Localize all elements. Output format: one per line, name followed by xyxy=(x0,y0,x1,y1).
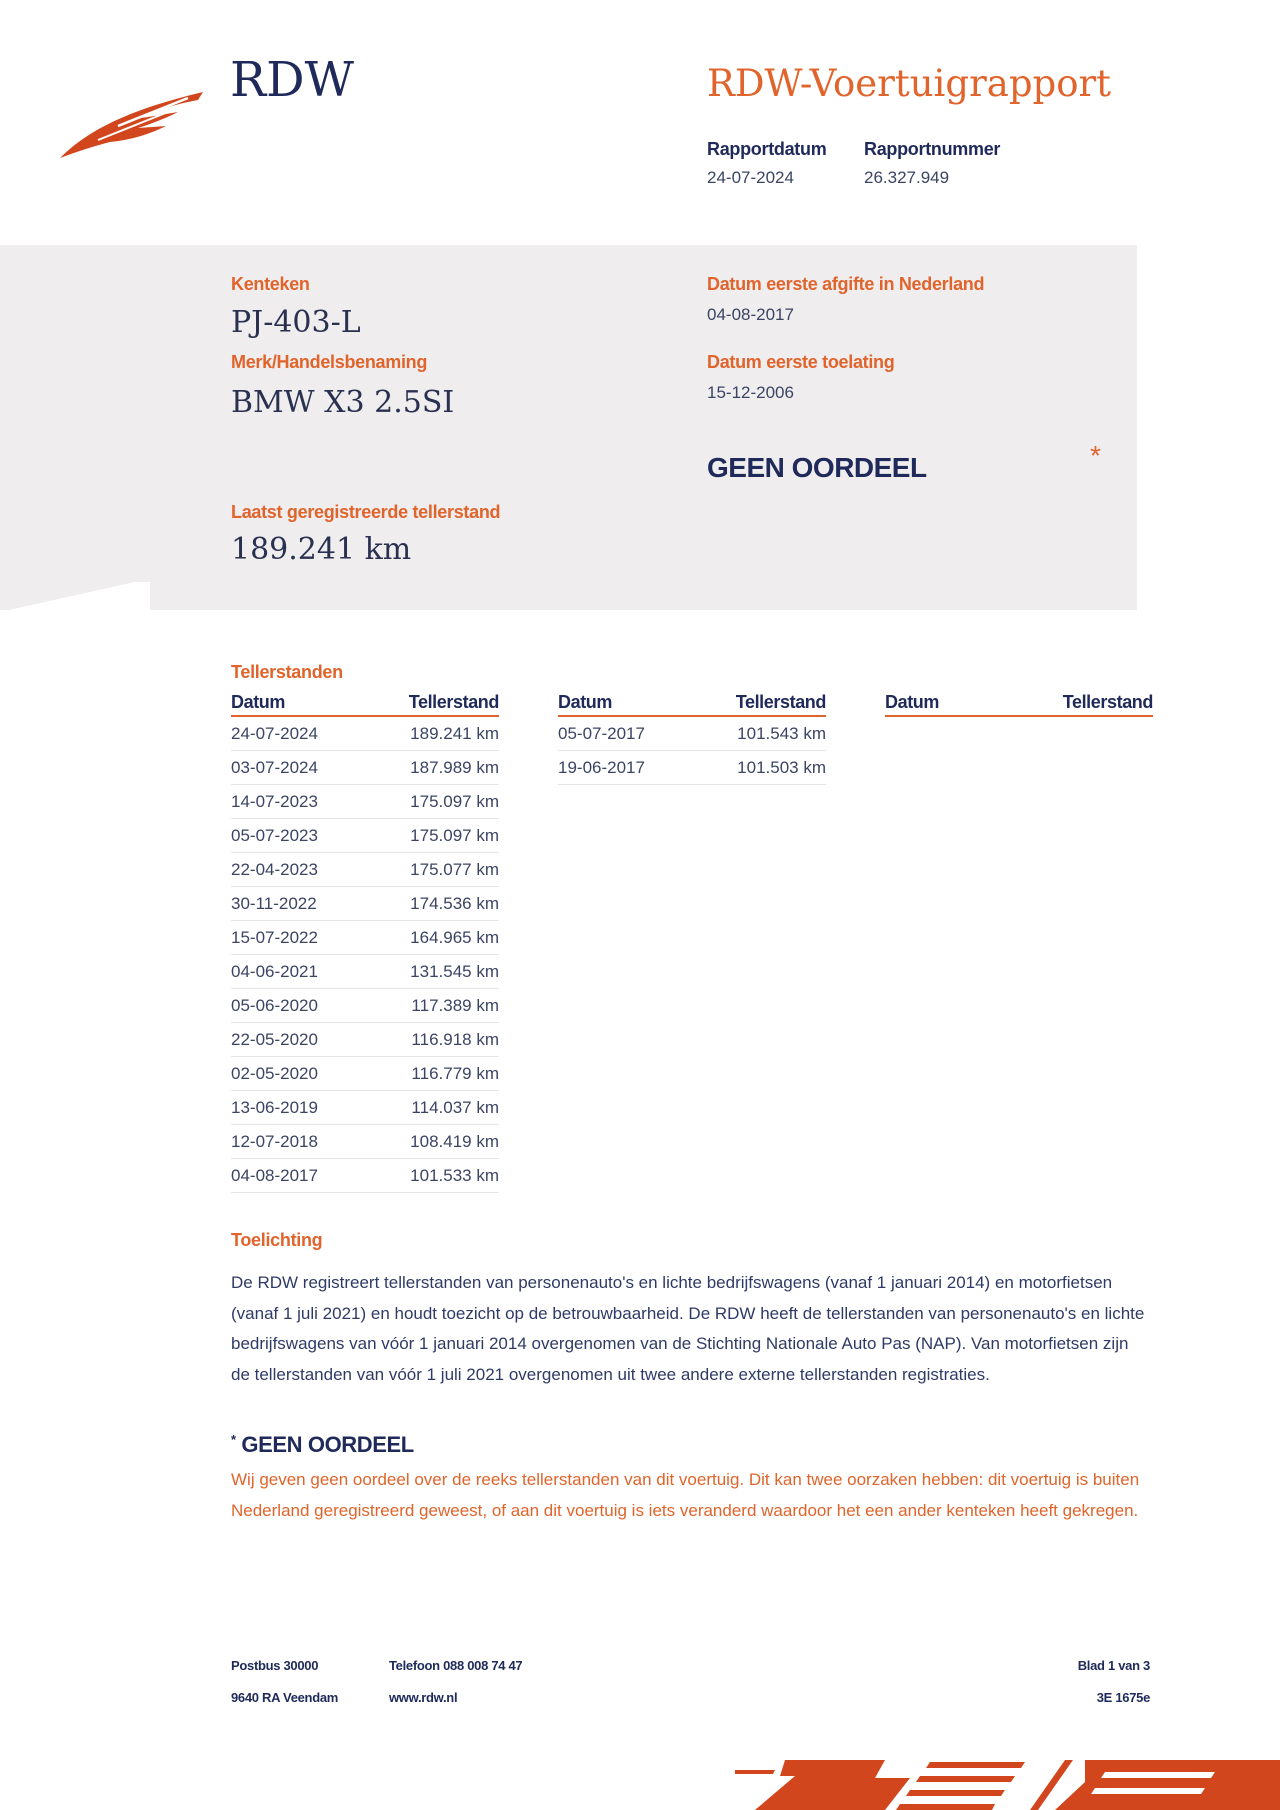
odometer-value: 187.989 km xyxy=(362,751,499,785)
footer-address-1: Postbus 30000 xyxy=(231,1658,319,1673)
odometer-date: 03-07-2024 xyxy=(231,751,362,785)
plate-value: PJ-403-L xyxy=(231,305,361,340)
odometer-date: 05-07-2023 xyxy=(231,819,362,853)
note-heading xyxy=(231,1432,414,1458)
odometer-value: 189.241 km xyxy=(362,716,499,751)
logo-text: RDW xyxy=(230,52,354,108)
odometer-value: 116.779 km xyxy=(362,1057,499,1091)
odometer-date: 22-05-2020 xyxy=(231,1023,362,1057)
note-text: Wij geven geen oordeel over de reeks tellerstanden van dit voertuig. Dit kan twee oorzaken hebben: dit voertuig is buiten Nederland geregistreerd geweest, of aan dit voertuig is iets veranderd waardoor het een ander kenteken heeft gekregen. xyxy=(231,1470,1140,1520)
odometer-date: 30-11-2022 xyxy=(231,887,362,921)
make-label: Merk/Handelsbenaming xyxy=(231,352,428,372)
odometer-date: 19-06-2017 xyxy=(558,751,689,785)
make-value: BMW X3 2.5SI xyxy=(231,385,455,420)
note-title: GEEN OORDEEL xyxy=(241,1432,414,1457)
odometer-value: 175.097 km xyxy=(362,785,499,819)
odometer-date: 02-05-2020 xyxy=(231,1057,362,1091)
odometer-table-2 xyxy=(558,692,826,785)
odometer-row xyxy=(231,1023,499,1057)
odometer-value: 175.077 km xyxy=(362,853,499,887)
first-admission-label: Datum eerste toelating xyxy=(707,352,895,372)
explanation-text: De RDW registreert tellerstanden van personenauto's en lichte bedrijfswagens (vanaf 1 januari 2014) en motorfietsen (vanaf 1 juli 2021) en houdt toezicht op de betrouwbaarheid. De RDW heeft de tellerstanden van personenauto's en lichte bedrijfswagens van vóór 1 januari 2014 overgenomen van de Stichting Nationale Auto Pas (NAP). Van motorfietsen zijn de tellerstanden van vóór 1 juli 2021 overgenomen uit twee andere externe tellerstanden registraties. xyxy=(231,1273,1145,1384)
odometer-row xyxy=(231,1159,499,1193)
odometer-row xyxy=(558,716,826,751)
odometer-row xyxy=(231,785,499,819)
odometer-value: 117.389 km xyxy=(362,989,499,1023)
odometer-row xyxy=(231,955,499,989)
odometer-row xyxy=(231,1091,499,1125)
first-nl-label: Datum eerste afgifte in Nederland xyxy=(707,274,985,294)
report-date-label: Rapportdatum xyxy=(707,139,827,159)
report-number-label: Rapportnummer xyxy=(864,139,1001,159)
odometer-row xyxy=(231,921,499,955)
footer-page: Blad 1 van 3 xyxy=(1077,1658,1150,1673)
column-header-value: Tellerstand xyxy=(689,692,826,716)
column-header-date: Datum xyxy=(885,692,985,716)
plate-label: Kenteken xyxy=(231,274,310,294)
odometer-date: 14-07-2023 xyxy=(231,785,362,819)
odometer-row xyxy=(558,751,826,785)
odometer-date: 04-06-2021 xyxy=(231,955,362,989)
decorative-stripes-icon xyxy=(735,1752,1280,1810)
odometer-value: 174.536 km xyxy=(362,887,499,921)
odometer-row xyxy=(231,751,499,785)
odometer-value: 164.965 km xyxy=(362,921,499,955)
note-asterisk: * xyxy=(231,1432,236,1447)
odometer-date: 24-07-2024 xyxy=(231,716,362,751)
footer-phone: Telefoon 088 008 74 47 xyxy=(389,1658,523,1673)
odometer-row xyxy=(231,819,499,853)
column-header-value: Tellerstand xyxy=(985,692,1153,716)
odometer-section-title: Tellerstanden xyxy=(231,662,343,682)
odometer-date: 04-08-2017 xyxy=(231,1159,362,1193)
odometer-value: 108.419 km xyxy=(362,1125,499,1159)
odometer-date: 13-06-2019 xyxy=(231,1091,362,1125)
odometer-row xyxy=(231,887,499,921)
first-nl-value: 04-08-2017 xyxy=(707,305,794,324)
vehicle-summary-panel xyxy=(0,245,1137,610)
footer-address-2: 9640 RA Veendam xyxy=(231,1690,339,1705)
odometer-value: 116.918 km xyxy=(362,1023,499,1057)
odometer-date: 05-06-2020 xyxy=(231,989,362,1023)
odometer-value: 101.543 km xyxy=(689,716,826,751)
footer-website[interactable]: www.rdw.nl xyxy=(389,1690,458,1705)
column-header-date: Datum xyxy=(558,692,689,716)
first-admission-value: 15-12-2006 xyxy=(707,383,794,402)
odometer-value: 101.503 km xyxy=(689,751,826,785)
odometer-value: 175.097 km xyxy=(362,819,499,853)
column-header-date: Datum xyxy=(231,692,362,716)
last-odometer-value: 189.241 km xyxy=(231,532,412,567)
odometer-table-1 xyxy=(231,692,499,1193)
verdict: GEEN OORDEEL xyxy=(707,452,927,483)
odometer-date: 22-04-2023 xyxy=(231,853,362,887)
odometer-row xyxy=(231,989,499,1023)
document-title: RDW-Voertuigrapport xyxy=(707,62,1112,105)
last-odometer-label: Laatst geregistreerde tellerstand xyxy=(231,502,501,522)
odometer-table-3 xyxy=(885,692,1153,717)
odometer-value: 131.545 km xyxy=(362,955,499,989)
verdict-asterisk: * xyxy=(1090,440,1101,471)
footer-code: 3E 1675e xyxy=(1096,1690,1150,1705)
odometer-date: 15-07-2022 xyxy=(231,921,362,955)
explanation-title: Toelichting xyxy=(231,1230,323,1250)
report-number: 26.327.949 xyxy=(864,168,950,187)
odometer-row xyxy=(231,1057,499,1091)
odometer-row xyxy=(231,716,499,751)
odometer-value: 101.533 km xyxy=(362,1159,499,1193)
odometer-date: 12-07-2018 xyxy=(231,1125,362,1159)
rdw-logo-icon xyxy=(58,82,208,162)
odometer-value: 114.037 km xyxy=(362,1091,499,1125)
report-date: 24-07-2024 xyxy=(707,168,794,187)
column-header-value: Tellerstand xyxy=(362,692,499,716)
odometer-date: 05-07-2017 xyxy=(558,716,689,751)
odometer-row xyxy=(231,1125,499,1159)
odometer-row xyxy=(231,853,499,887)
